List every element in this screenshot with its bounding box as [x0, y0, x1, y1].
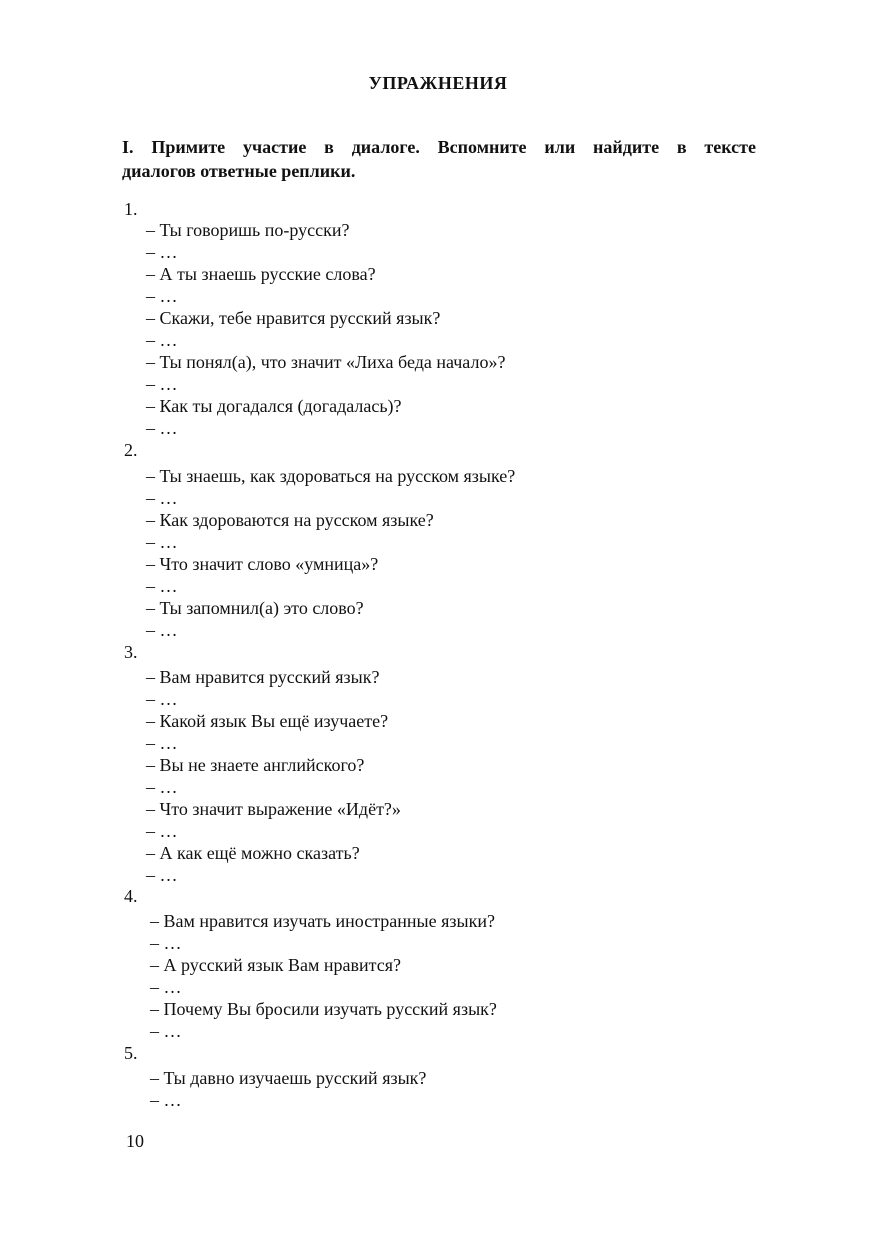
dialog-line: – … [146, 488, 178, 508]
dialog-line: – … [146, 821, 178, 841]
dialog-line: – Почему Вы бросили изучать русский язык? [150, 999, 497, 1019]
dialog-line: – Какой язык Вы ещё изучаете? [146, 711, 389, 731]
page-number: 10 [126, 1131, 144, 1151]
dialog-line: – … [146, 777, 178, 797]
dialog-line: – … [146, 242, 178, 262]
dialog-line: – Как ты догадался (догадалась)? [146, 396, 402, 416]
task-line-2: диалогов ответные реплики. [122, 161, 356, 181]
dialog-line: – … [146, 620, 178, 640]
task-instruction [122, 135, 756, 183]
dialog-line: – … [146, 865, 178, 885]
dialog-line: – … [150, 977, 182, 997]
dialog-line: – … [150, 933, 182, 953]
dialog-line: – Что значит слово «умница»? [146, 554, 379, 574]
dialog-line: – А русский язык Вам нравится? [150, 955, 401, 975]
dialog-line: – … [146, 733, 178, 753]
dialog-line: – Вы не знаете английского? [146, 755, 365, 775]
dialog-line: – Ты давно изучаешь русский язык? [150, 1068, 427, 1088]
dialog-line: – Ты знаешь, как здороваться на русском языке? [146, 466, 516, 486]
dialog-line: – … [146, 374, 178, 394]
dialog-number: 5. [124, 1043, 138, 1063]
dialog-line: – А ты знаешь русские слова? [146, 264, 376, 284]
dialog-line: – … [146, 689, 178, 709]
page-title: УПРАЖНЕНИЯ [368, 73, 508, 93]
dialog-line: – … [146, 576, 178, 596]
dialog-line: – Как здороваются на русском языке? [146, 510, 434, 530]
dialog-line: – Ты запомнил(а) это слово? [146, 598, 364, 618]
dialog-number: 2. [124, 440, 138, 460]
dialog-line: – Вам нравится русский язык? [146, 667, 380, 687]
dialog-line: – Скажи, тебе нравится русский язык? [146, 308, 441, 328]
dialog-line: – … [146, 330, 178, 350]
dialog-number: 1. [124, 199, 138, 219]
dialog-line: – Ты говоришь по-русски? [146, 220, 350, 240]
dialog-line: – Вам нравится изучать иностранные языки? [150, 911, 495, 931]
dialog-line: – А как ещё можно сказать? [146, 843, 360, 863]
dialog-number: 3. [124, 642, 138, 662]
dialog-line: – Ты понял(а), что значит «Лиха беда начало»? [146, 352, 506, 372]
dialog-line: – … [146, 418, 178, 438]
dialog-line: – … [146, 532, 178, 552]
dialog-line: – Что значит выражение «Идёт?» [146, 799, 401, 819]
dialog-number: 4. [124, 886, 138, 906]
dialog-line: – … [150, 1090, 182, 1110]
dialog-line: – … [150, 1021, 182, 1041]
task-line-1: I. Примите участие в диалоге. Вспомните или найдите в тексте [122, 137, 756, 157]
dialog-line: – … [146, 286, 178, 306]
